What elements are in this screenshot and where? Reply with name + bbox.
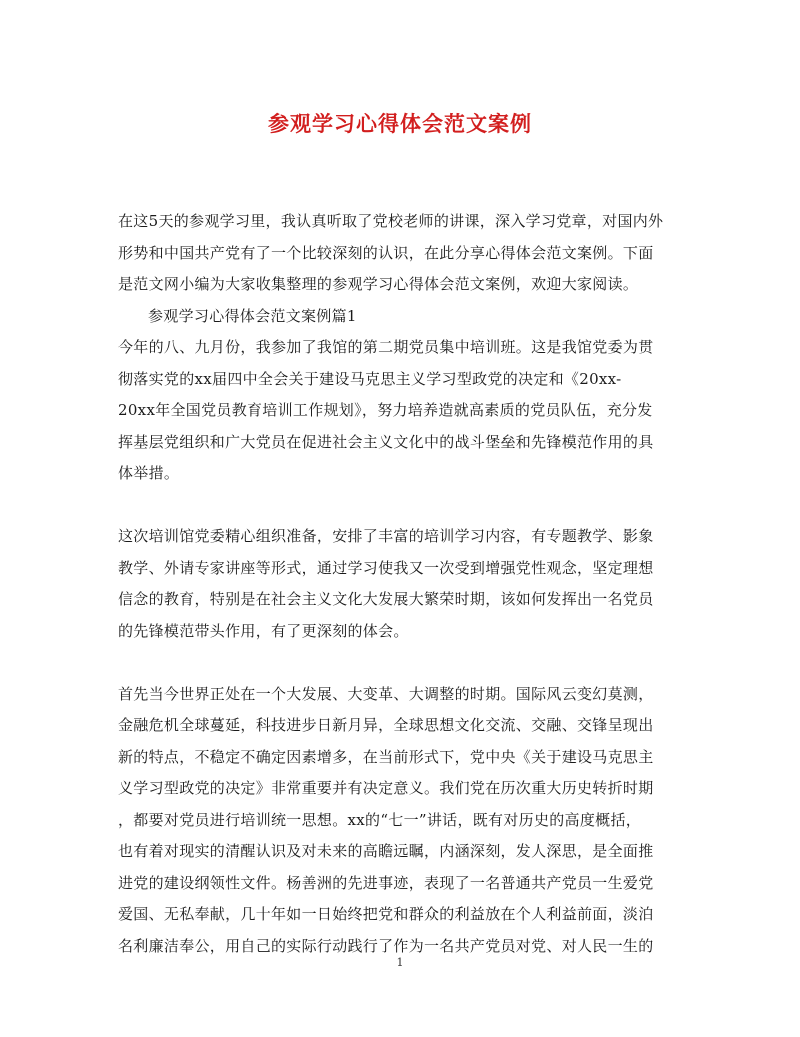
paragraph-1 xyxy=(118,332,684,490)
text-line: 金融危机全球蔓延，科技进步日新月异，全球思想文化交流、交融、交锋呈现出 xyxy=(118,716,654,734)
text-line: 今年的八、九月份，我参加了我馆的第二期党员集中培训班。这是我馆党委为贯 xyxy=(118,338,654,356)
text-line: 在这5天的参观学习里，我认真听取了党校老师的讲课，深入学习党章，对国内外 xyxy=(118,212,664,230)
text-line: 彻落实党的xx届四中全会关于建设马克思主义学习型政党的决定和《20xx- xyxy=(118,369,622,388)
text-line: 新的特点，不稳定不确定因素增多，在当前形式下，党中央《关于建设马克思主 xyxy=(118,747,654,766)
paragraph-2 xyxy=(118,521,684,647)
paragraph-3 xyxy=(118,679,684,963)
intro-paragraph xyxy=(118,206,684,301)
document-body xyxy=(118,206,684,962)
paragraph-gap xyxy=(118,647,684,679)
section-subheading: 参观学习心得体会范文案例篇1 xyxy=(148,306,357,325)
text-line: 挥基层党组织和广大党员在促进社会主义文化中的战斗堡垒和先锋模范作用的具 xyxy=(118,432,654,451)
document-title: 参观学习心得体会范文案例 xyxy=(268,111,532,136)
text-line: ，都要对党员进行培训统一思想。xx的“七一”讲话，既有对历史的高度概括， xyxy=(118,810,642,829)
text-line: 20xx年全国党员教育培训工作规划》，努力培养造就高素质的党员队伍，充分发 xyxy=(118,401,653,419)
text-line: 义学习型政党的决定》非常重要并有决定意义。我们党在历次重大历史转折时期 xyxy=(118,779,654,797)
text-line: 名利廉洁奉公，用自己的实际行动践行了作为一名共产党员对党、对人民一生的 xyxy=(118,936,654,955)
text-line: 也有着对现实的清醒认识及对未来的高瞻远瞩，内涵深刻，发人深思，是全面推 xyxy=(118,842,654,860)
paragraph-gap xyxy=(118,490,684,522)
page-number: 1 xyxy=(396,956,404,969)
text-line: 是范文网小编为大家收集整理的参观学习心得体会范文案例，欢迎大家阅读。 xyxy=(118,275,639,293)
text-line: 首先当今世界正处在一个大发展、大变革、大调整的时期。国际风云变幻莫测， xyxy=(118,684,654,703)
text-line: 教学、外请专家讲座等形式，通过学习使我又一次受到增强党性观念，坚定理想 xyxy=(118,558,654,577)
text-line: 这次培训馆党委精心组织准备，安排了丰富的培训学习内容，有专题教学、影象 xyxy=(118,527,654,545)
text-line: 爱国、无私奉献，几十年如一日始终把党和群众的利益放在个人利益前面，淡泊 xyxy=(118,905,654,923)
text-line: 体举措。 xyxy=(118,464,180,482)
text-line: 形势和中国共产党有了一个比较深刻的认识，在此分享心得体会范文案例。下面 xyxy=(118,243,654,262)
text-line: 进党的建设纲领性文件。杨善洲的先进事迹，表现了一名普通共产党员一生爱党 xyxy=(118,873,654,892)
text-line: 信念的教育，特别是在社会主义文化大发展大繁荣时期，该如何发挥出一名党员 xyxy=(118,590,654,608)
text-line: 的先锋模范带头作用，有了更深刻的体会。 xyxy=(118,621,409,640)
